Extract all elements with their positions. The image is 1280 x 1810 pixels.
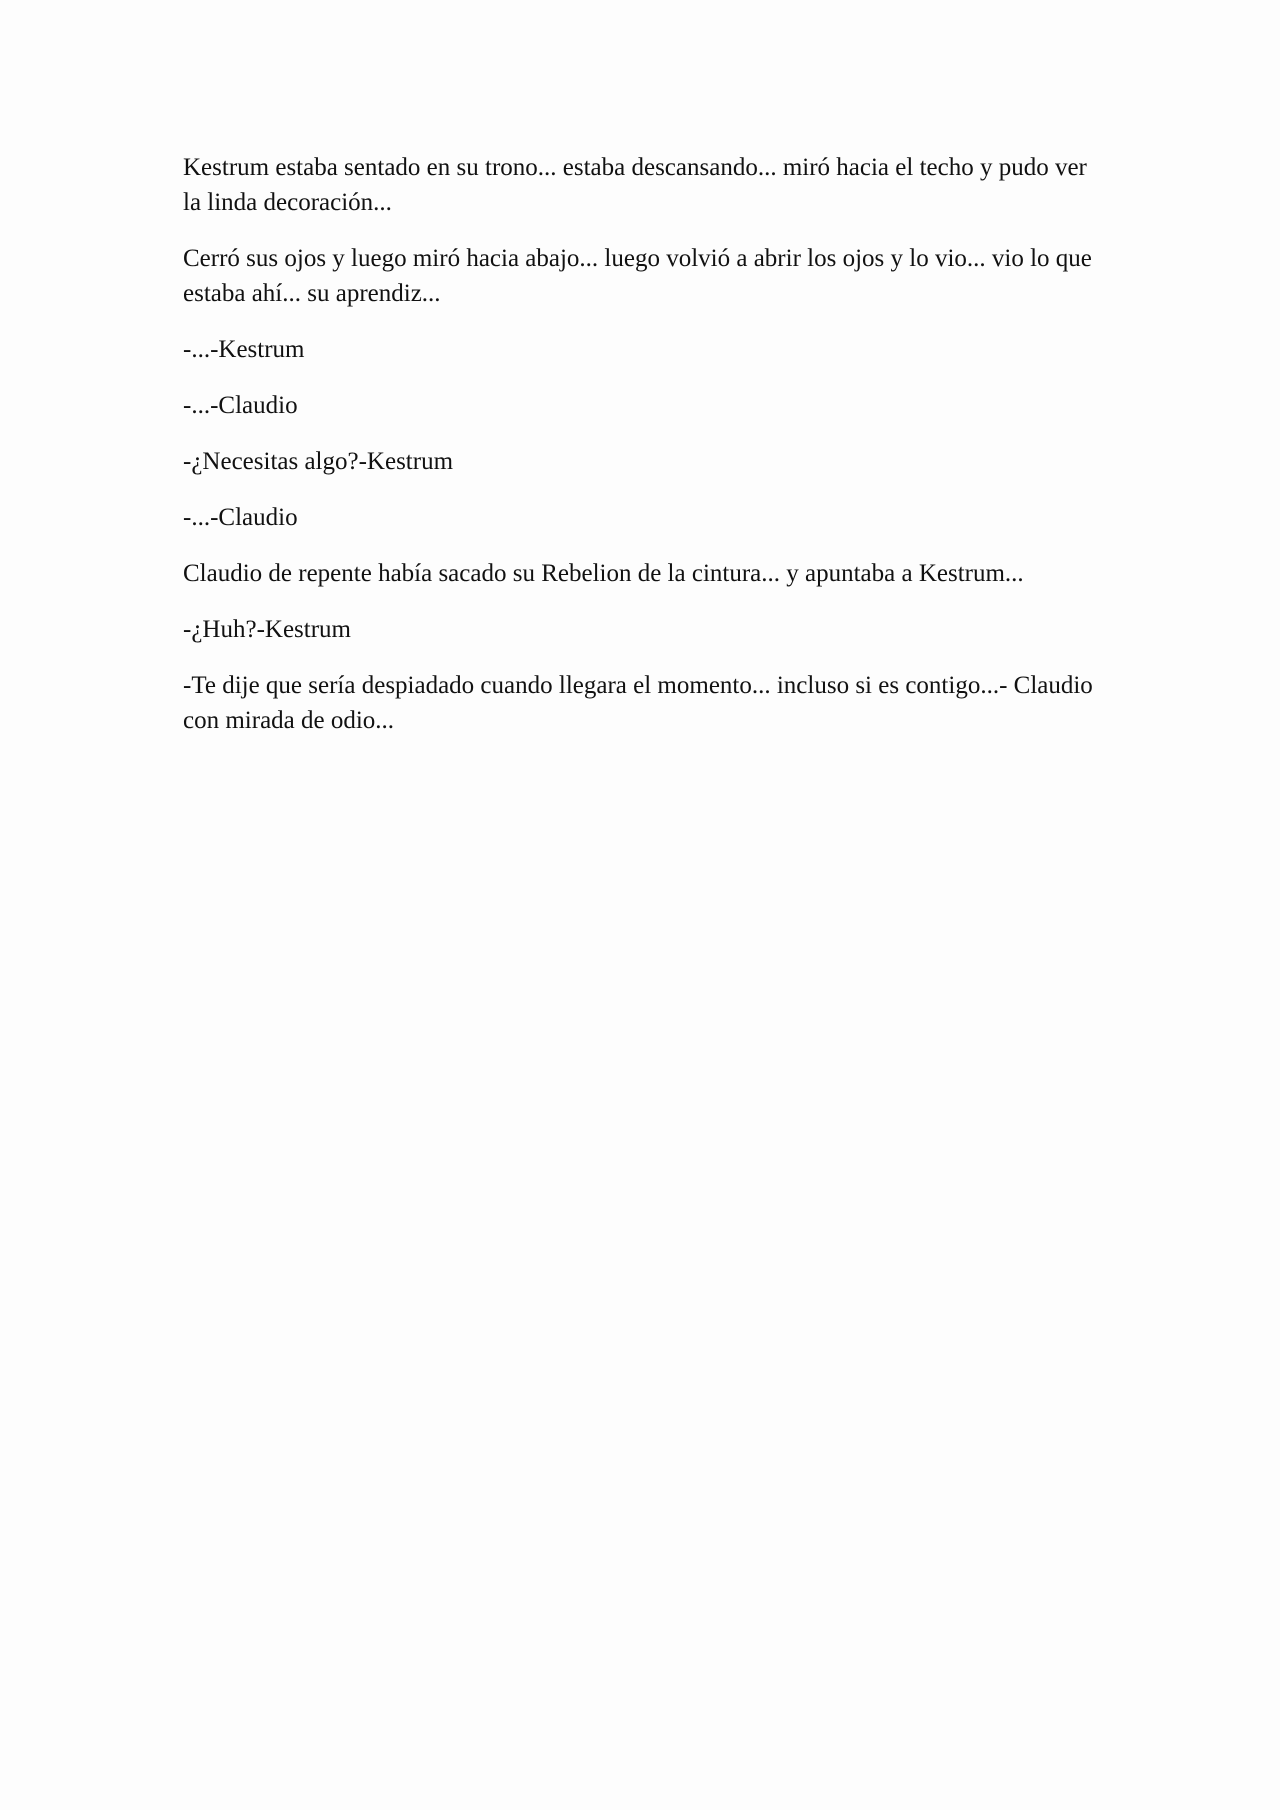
dialogue-line: -Te dije que sería despiadado cuando llegara el momento... incluso si es contigo...- Claudio con mirada de odio... (183, 672, 1093, 734)
dialogue-line: -...-Claudio (183, 392, 298, 419)
dialogue-line: -¿Necesitas algo?-Kestrum (183, 448, 454, 475)
dialogue-line: -...-Kestrum (183, 336, 305, 363)
document-page (183, 150, 1093, 759)
dialogue-line: -...-Claudio (183, 504, 298, 531)
paragraph: Cerró sus ojos y luego miró hacia abajo... luego volvió a abrir los ojos y lo vio... vio lo que estaba ahí... su aprendiz... (183, 245, 1092, 307)
dialogue-line: -¿Huh?-Kestrum (183, 616, 351, 643)
paragraph: Claudio de repente había sacado su Rebelion de la cintura... y apuntaba a Kestrum... (183, 560, 1024, 587)
paragraph: Kestrum estaba sentado en su trono... estaba descansando... miró hacia el techo y pudo ver la linda decoración... (183, 154, 1087, 216)
